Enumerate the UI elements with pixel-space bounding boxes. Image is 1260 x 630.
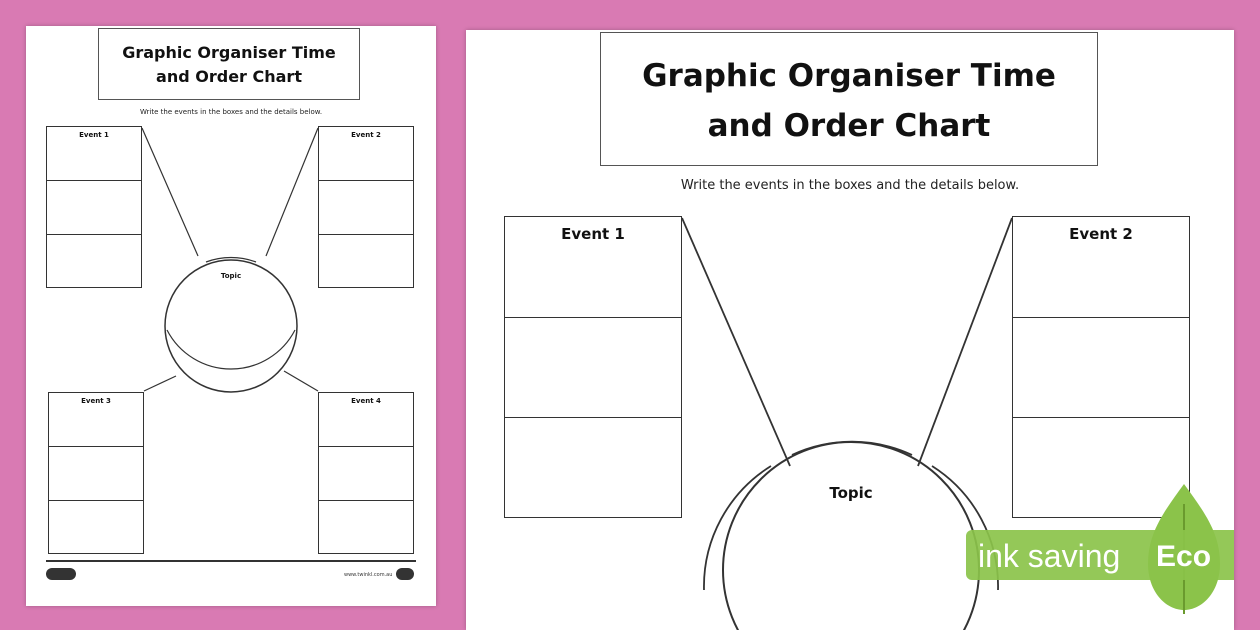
preview-title-line2: and Order Chart bbox=[707, 108, 991, 144]
thumbnail-logo-icon bbox=[46, 568, 76, 580]
thumbnail-title-line1: Graphic Organiser Time bbox=[122, 43, 336, 62]
thumbnail-event-4-box bbox=[318, 392, 414, 554]
preview-topic-label: Topic bbox=[829, 484, 873, 502]
thumbnail-badge-icon bbox=[396, 568, 414, 580]
thumbnail-event-3-box bbox=[48, 392, 144, 554]
thumbnail-sheet bbox=[26, 26, 436, 606]
thumbnail-event-4-label: Event 4 bbox=[351, 397, 381, 405]
thumbnail-title-line2: and Order Chart bbox=[156, 67, 302, 86]
thumbnail-event-2-label: Event 2 bbox=[351, 131, 381, 139]
preview-instructions: Write the events in the boxes and the details below. bbox=[680, 178, 1020, 193]
eco-badge bbox=[962, 484, 1254, 614]
thumbnail-event-1-label: Event 1 bbox=[79, 131, 109, 139]
thumbnail-instructions: Write the events in the boxes and the details below. bbox=[139, 108, 323, 116]
preview-title-line1: Graphic Organiser Time bbox=[642, 58, 1056, 94]
thumbnail-event-1-box bbox=[46, 126, 142, 288]
preview-event-2-box bbox=[1012, 216, 1190, 518]
preview-event-1-box bbox=[504, 216, 682, 518]
thumbnail-footer-line bbox=[46, 560, 416, 562]
preview-event-1-label: Event 1 bbox=[561, 225, 625, 243]
thumbnail-url: www.twinkl.com.au bbox=[344, 572, 393, 578]
thumbnail-event-2-box bbox=[318, 126, 414, 288]
preview-event-2-label: Event 2 bbox=[1069, 225, 1133, 243]
thumbnail-event-3-label: Event 3 bbox=[81, 397, 111, 405]
thumbnail-topic-label: Topic bbox=[220, 272, 242, 280]
eco-label: Eco bbox=[1156, 540, 1212, 573]
eco-ink-saving-text: ink saving bbox=[978, 538, 1121, 574]
